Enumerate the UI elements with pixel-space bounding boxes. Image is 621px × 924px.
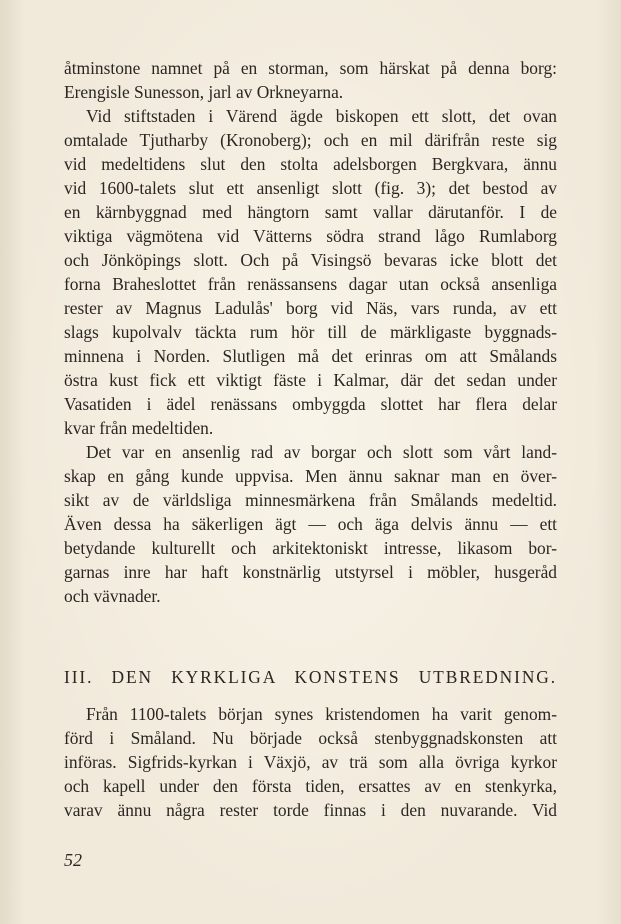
text-line: slags kupolvalv täckta rum hör till de märkligaste byggnads-	[64, 322, 557, 342]
text-line: sikt av de världsliga minnesmärkena från Smålands medeltid.	[64, 490, 557, 510]
text-line: forna Braheslottet från renässansens dagar utan också ansenliga	[64, 274, 557, 294]
text-line: införas. Sigfrids-kyrkan i Växjö, av trä som alla övriga kyrkor	[64, 752, 557, 772]
text-line: östra kust fick ett viktigt fäste i Kalmar, där det sedan under	[64, 370, 557, 390]
text-line: vid medeltidens slut den stolta adelsborgen Bergkvara, ännu	[64, 154, 557, 174]
text-line: Vid stiftstaden i Värend ägde biskopen ett slott, det ovan	[86, 106, 557, 126]
text-line: minnena i Norden. Slutligen må det erinras om att Smålands	[64, 346, 557, 366]
text-line: vid 1600-talets slut ett ansenligt slott (fig. 3); det bestod av	[64, 178, 557, 198]
text-line: kvar från medeltiden.	[64, 418, 214, 438]
text-line: garnas inre har haft konstnärlig utstyrsel i möbler, husgeråd	[64, 562, 557, 582]
text-line: förd i Småland. Nu började också stenbyggnadskonsten att	[64, 728, 557, 748]
text-line: Även dessa ha säkerligen ägt — och äga delvis ännu — ett	[64, 514, 557, 534]
text-line: varav ännu några rester torde finnas i den nuvarande. Vid	[64, 800, 557, 820]
text-line: och vävnader.	[64, 586, 161, 606]
text-line: Erengisle Sunesson, jarl av Orkneyarna.	[64, 82, 344, 102]
text-line: och Jönköpings slott. Och på Visingsö bevaras icke blott det	[64, 250, 557, 270]
text-line: viktiga vägmötena vid Vätterns södra strand lågo Rumlaborg	[64, 226, 557, 246]
text-line: Från 1100-talets början synes kristendomen ha varit genom-	[86, 704, 557, 724]
text-line: och kapell under den första tiden, ersattes av en stenkyrka,	[64, 776, 557, 796]
text-line: rester av Magnus Ladulås' borg vid Näs, vars runda, av ett	[64, 298, 557, 318]
section-heading: III. DEN KYRKLIGA KONSTENS UTBREDNING.	[64, 667, 557, 687]
text-line: en kärnbyggnad med hängtorn samt vallar därutanför. I de	[64, 202, 557, 222]
text-line: Det var en ansenlig rad av borgar och slott som vårt land-	[86, 442, 557, 462]
text-line: betydande kulturellt och arkitektoniskt intresse, likasom bor-	[64, 538, 557, 558]
text-line: skap en gång kunde uppvisa. Men ännu saknar man en över-	[64, 466, 557, 486]
page-number: 52	[64, 850, 82, 870]
text-line: omtalade Tjutharby (Kronoberg); och en mil därifrån reste sig	[64, 130, 557, 150]
text-line: åtminstone namnet på en storman, som härskat på denna borg:	[64, 58, 557, 78]
text-line: Vasatiden i ädel renässans ombyggda slottet har flera delar	[64, 394, 557, 414]
